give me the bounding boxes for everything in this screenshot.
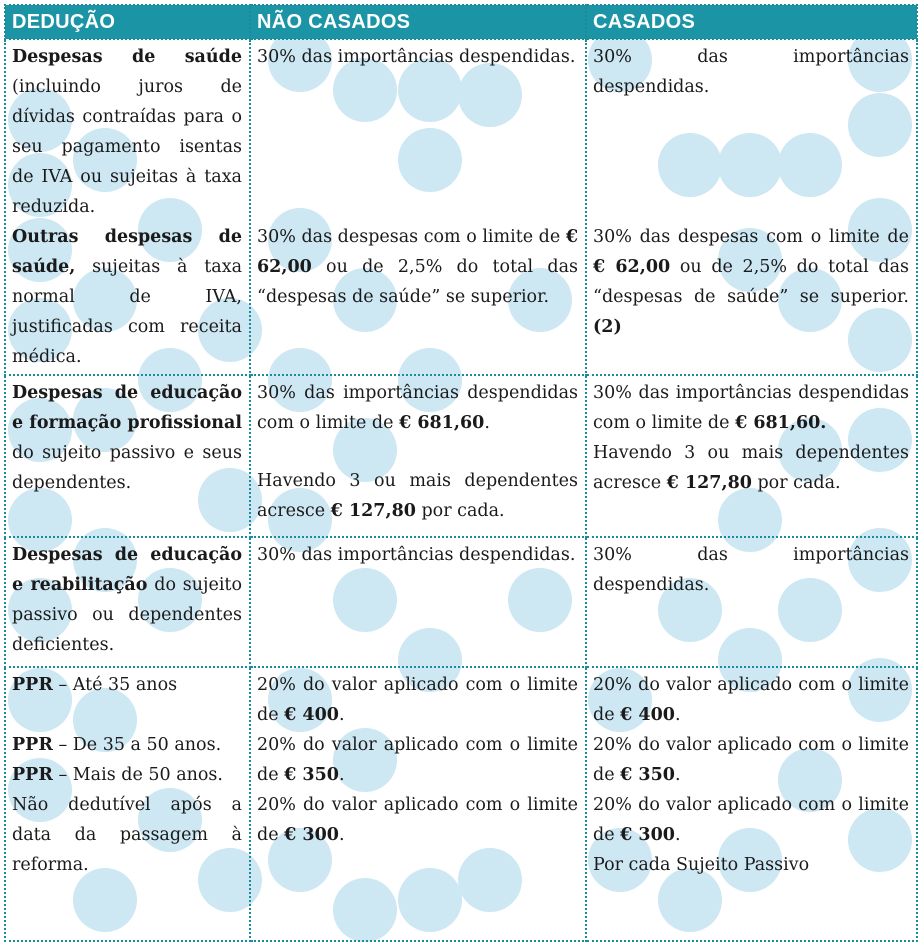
cell-deducao-reabilitacao [5,537,250,667]
value-text [593,730,909,790]
value-part: 30% das despesas com o limite de [593,227,909,247]
value-part: . [484,413,490,433]
value-text [257,790,578,850]
value-amount: € 350 [620,765,675,785]
value-part: ou de 2,5% do total das “despesas de saúde” se superior. [593,257,910,307]
value-amount: € 681,60 [399,413,485,433]
value-amount: € 400 [620,705,675,725]
deduction-text [12,378,242,498]
deduction-text [12,670,242,730]
value-part: 20% do valor aplicado com o limite de [593,795,909,845]
value-part: 20% do valor aplicado com o limite de [257,675,578,725]
value-part: ou de 2,5% do total das “despesas de saúde” se superior. [257,257,578,307]
table-row-educacao [5,375,917,537]
value-text: 30% das importâncias despendidas. [593,545,909,595]
value-text [593,378,909,438]
table-row-ppr [5,667,917,941]
deduction-text [12,540,242,660]
deduction-title: Despesas de saúde [12,47,242,67]
header-nao-casados: NÃO CASADOS [250,5,586,39]
value-amount: € 350 [284,765,339,785]
value-part: Por cada Sujeito Passivo [593,855,810,875]
header-row [5,5,917,39]
value-part: 30% das importâncias despendidas com o limite de [593,383,909,433]
value-part: . [338,825,345,845]
value-amount: € 62,00 [593,257,671,277]
deduction-desc: do sujeito passivo ou dependentes deficientes. [12,575,242,655]
cell-deducao-ppr [5,667,250,941]
deduction-title: PPR [12,765,53,785]
value-amount: € 127,80 [330,501,416,521]
value-text: 30% das importâncias despendidas. [257,545,576,565]
value-part: 30% das importâncias despendidas com o limite de [257,383,578,433]
deduction-text [12,42,242,222]
value-part: . [674,825,681,845]
cell-deducao-educacao [5,375,250,537]
value-text [257,670,578,730]
value-text [257,378,578,438]
deduction-desc: – Até 35 anos [52,675,178,695]
cell-deducao-saude [5,39,250,375]
value-amount: € 127,80 [666,473,752,493]
deductions-table [4,4,918,942]
deduction-text [12,730,242,760]
value-text [593,438,909,498]
value-text [257,42,578,192]
deduction-desc: do sujeito passivo e seus dependentes. [12,443,242,493]
value-amount: € 400 [284,705,339,725]
value-part: 30% das importâncias despendidas. [593,47,909,97]
value-part: . [674,765,681,785]
header-casados: CASADOS [586,5,917,39]
value-part: . [338,705,345,725]
value-part: 30% das importâncias despendidas. [257,47,576,67]
value-part: . [338,765,345,785]
value-text [257,730,578,790]
value-amount: € 681,60. [735,413,827,433]
value-part: Havendo 3 ou mais dependentes acresce [593,443,909,493]
deduction-desc: sujeitas à taxa normal de IVA, justificadas com receita médica. [12,257,242,367]
value-part: 20% do valor aplicado com o limite de [593,675,909,725]
value-part: 20% do valor aplicado com o limite de [593,735,909,785]
table-row-reabilitacao [5,537,917,667]
value-part: por cada. [415,501,505,521]
value-part: 20% do valor aplicado com o limite de [257,735,578,785]
deduction-title: Despesas de educação e reabilitação [12,545,242,595]
deduction-desc: Não dedutível após a data da passagem à reforma. [12,795,242,875]
deduction-title: PPR [12,675,53,695]
value-amount: € 300 [620,825,675,845]
cell-nao-casados-reabilitacao [250,537,586,667]
deduction-text [12,222,242,372]
table-row-saude [5,39,917,375]
footnote-ref: (2) [593,317,622,337]
value-text [593,790,909,850]
value-text [257,222,578,312]
deduction-text [12,790,242,880]
cell-nao-casados-saude [250,39,586,375]
value-part: Havendo 3 ou mais dependentes acresce [257,471,578,521]
value-text [593,42,909,192]
deduction-text [12,760,242,790]
cell-casados-ppr [586,667,917,941]
value-text [257,466,578,526]
deduction-desc: – Mais de 50 anos. [52,765,223,785]
deduction-title: PPR [12,735,53,755]
value-part: . [674,705,681,725]
header-deducao: DEDUÇÃO [5,5,250,39]
cell-nao-casados-educacao [250,375,586,537]
value-amount: € 300 [284,825,339,845]
deduction-title: Despesas de educação e formação profissional [12,383,242,433]
value-text [593,222,909,342]
cell-casados-reabilitacao [586,537,917,667]
deduction-desc: (incluindo juros de dívidas contraídas para o seu pagamento isentas de IVA ou sujeitas à taxa reduzida. [12,77,242,217]
value-part: 20% do valor aplicado com o limite de [257,795,578,845]
cell-nao-casados-ppr [250,667,586,941]
value-amount: € 62,00 [257,227,578,277]
cell-casados-educacao [586,375,917,537]
value-text [593,670,909,730]
cell-casados-saude [586,39,917,375]
deduction-desc: – De 35 a 50 anos. [52,735,222,755]
value-text [593,850,909,880]
value-part: por cada. [751,473,841,493]
value-part: 30% das despesas com o limite de [257,227,566,247]
deduction-title: Outras despesas de saúde, [12,227,242,277]
